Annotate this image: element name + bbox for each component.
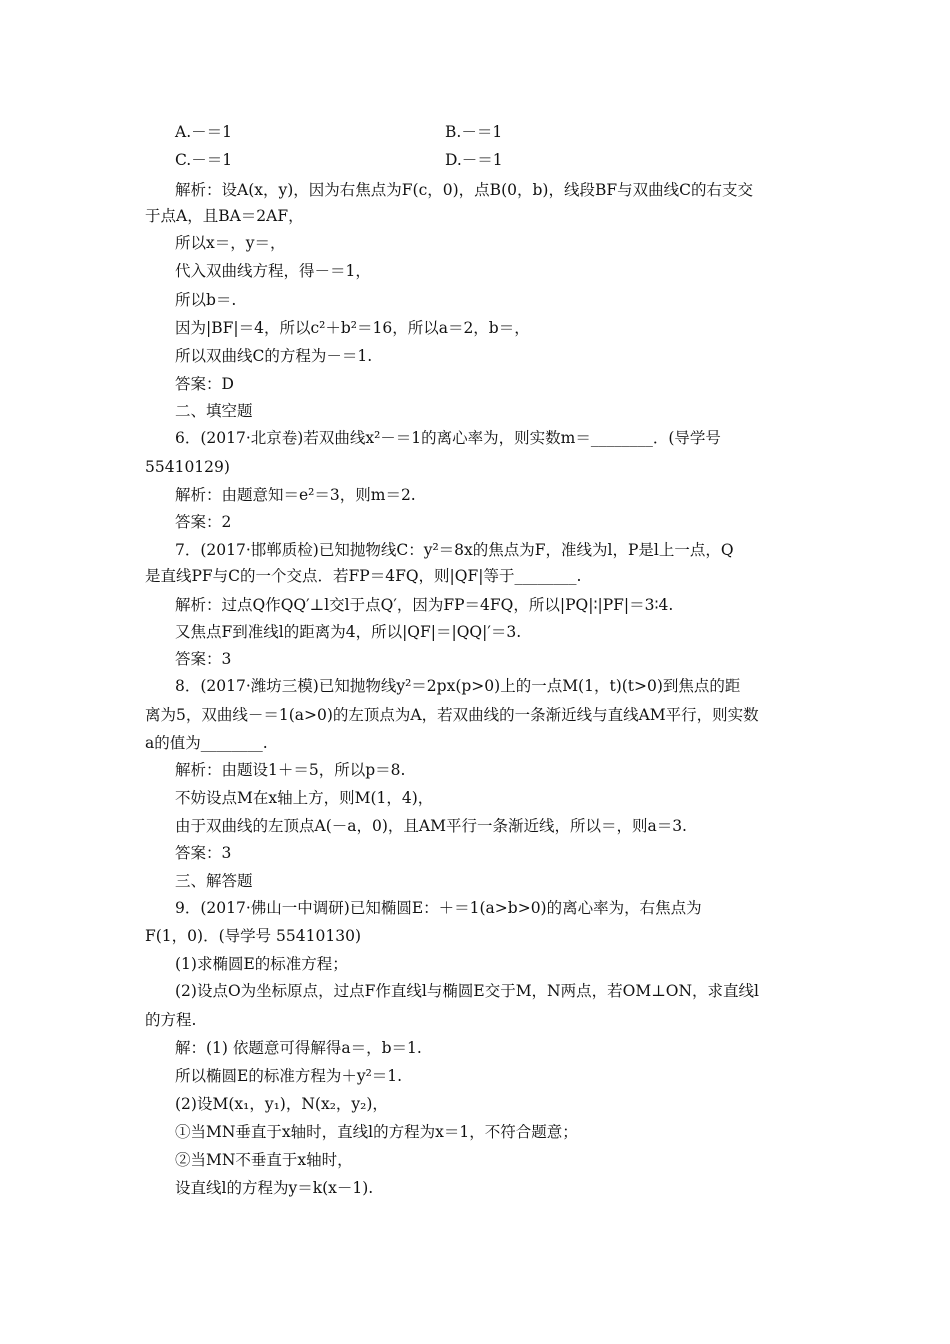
text-line: 是直线PF与C的一个交点．若FP＝4FQ，则|QF|等于________. (145, 567, 582, 585)
text-line: 所以椭圆E的标准方程为＋y²＝1. (175, 1067, 403, 1085)
answer-line: 答案：3 (175, 650, 232, 668)
text-line: (2)设M(x₁，y₁)，N(x₂，y₂)， (175, 1095, 388, 1113)
text-line: ①当MN垂直于x轴时，直线l的方程为x＝1，不符合题意； (175, 1123, 578, 1141)
text-line: a的值为________. (145, 734, 268, 752)
text-line: 因为|BF|＝4，所以c²＋b²＝16，所以a＝2，b＝， (175, 319, 530, 337)
text-line: 解析：由题设1＋＝5，所以p＝8. (175, 761, 406, 779)
text-line: ②当MN不垂直于x轴时， (175, 1151, 353, 1169)
text-line: 解析：由题意知＝e²＝3，则m＝2. (175, 486, 416, 504)
option-c: C.－＝1 (175, 151, 233, 169)
text-line: (2)设点O为坐标原点，过点F作直线l与椭圆E交于M，N两点，若OM⊥ON，求直线l (175, 982, 760, 1000)
text-line: 55410129) (145, 458, 230, 476)
text-line: 于点A，且BA＝2AF， (145, 207, 304, 225)
section-heading: 二、填空题 (175, 402, 253, 420)
answer-line: 答案：D (175, 375, 234, 393)
text-line: F(1，0)．(导学号 55410130) (145, 927, 361, 945)
text-line: (1)求椭圆E的标准方程； (175, 955, 348, 973)
text-line: 所以b＝. (175, 291, 237, 309)
text-line: 又焦点F到准线l的距离为4，所以|QF|＝|QQ|′＝3. (175, 623, 522, 641)
question-8: 8．(2017·潍坊三模)已知抛物线y²＝2px(p>0)上的一点M(1，t)(t>0)到焦点的距 (175, 677, 741, 695)
text-line: 代入双曲线方程，得－＝1， (175, 262, 371, 280)
text-line: 解析：过点Q作QQ′⊥l交l于点Q′，因为FP＝4FQ，所以|PQ|∶|PF|＝3∶4. (175, 596, 674, 614)
question-7: 7．(2017·邯郸质检)已知抛物线C：y²＝8x的焦点为F，准线为l，P是l上一点，Q (175, 541, 734, 559)
text-line: 不妨设点M在x轴上方，则M(1，4)， (175, 789, 434, 807)
option-d: D.－＝1 (445, 151, 503, 169)
question-9: 9．(2017·佛山一中调研)已知椭圆E：＋＝1(a>b>0)的离心率为，右焦点为 (175, 899, 702, 917)
section-heading: 三、解答题 (175, 872, 253, 890)
text-line: 所以x＝，y＝， (175, 234, 286, 252)
option-b: B.－＝1 (445, 123, 503, 141)
option-a: A.－＝1 (175, 123, 232, 141)
question-6: 6．(2017·北京卷)若双曲线x²－＝1的离心率为，则实数m＝________．(导学号 (175, 429, 721, 447)
text-line: 所以双曲线C的方程为－＝1. (175, 347, 373, 365)
text-line: 由于双曲线的左顶点A(－a，0)，且AM平行一条渐近线，所以＝，则a＝3. (175, 817, 687, 835)
text-line: 离为5，双曲线－＝1(a>0)的左顶点为A，若双曲线的一条渐近线与直线AM平行，则实数 (145, 706, 759, 724)
text-line: 解析：设A(x，y)，因为右焦点为F(c，0)，点B(0，b)，线段BF与双曲线C的右支交 (175, 181, 753, 199)
answer-line: 答案：2 (175, 513, 232, 531)
answer-line: 答案：3 (175, 844, 232, 862)
text-line: 的方程. (145, 1011, 197, 1029)
text-line: 解：(1) 依题意可得解得a＝，b＝1. (175, 1039, 422, 1057)
text-line: 设直线l的方程为y＝k(x－1). (175, 1179, 374, 1197)
